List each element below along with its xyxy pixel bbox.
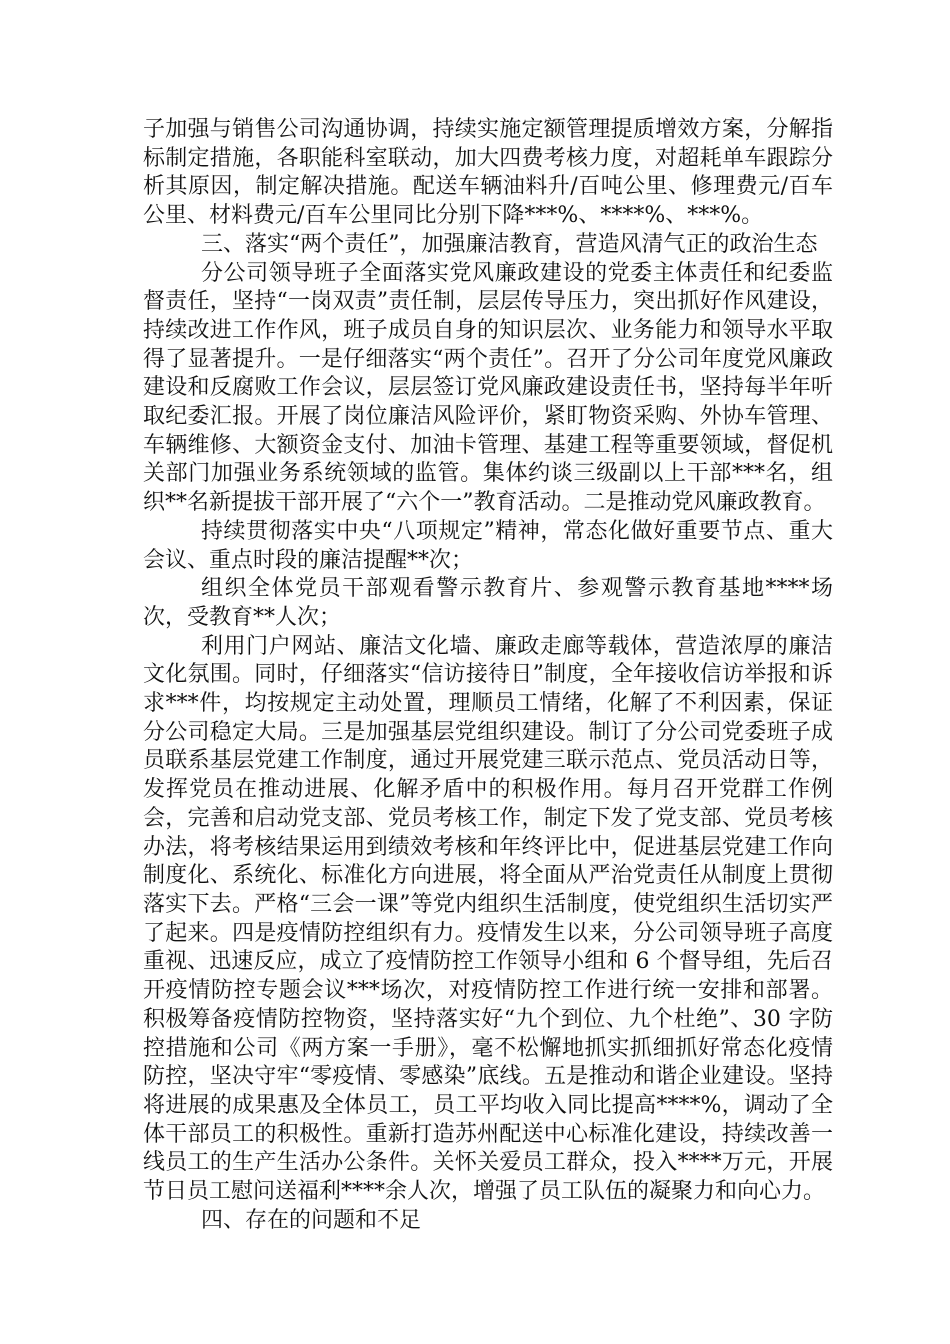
body-paragraph: 组织全体党员干部观看警示教育片、参观警示教育基地****场次，受教育**人次； bbox=[143, 576, 833, 630]
document-page bbox=[143, 116, 833, 1235]
body-paragraph: 利用门户网站、廉洁文化墙、廉政走廊等载体，营造浓厚的廉洁文化氛围。同时，仔细落实“信访接待日”制度，全年接收信访举报和诉求***件，均按规定主动处置，理顺员工情绪，化解了不利因素，保证分公司稳定大局。三是加强基层党组织建设。制订了分公司党委班子成员联系基层党建工作制度，通过开展党建三联示范点、党员活动日等，发挥党员在推动进展、化解矛盾中的积极作用。每月召开党群工作例会，完善和启动党支部、党员考核工作，制定下发了党支部、党员考核办法，将考核结果运用到绩效考核和年终评比中，促进基层党建工作向制度化、系统化、标准化方向进展，将全面从严治党责任从制度上贯彻落实下去。严格“三会一课”等党内组织生活制度，使党组织生活切实严了起来。四是疫情防控组织有力。疫情发生以来，分公司领导班子高度重视、迅速反应，成立了疫情防控工作领导小组和 6 个督导组，先后召开疫情防控专题会议***场次，对疫情防控工作进行统一安排和部署。积极筹备疫情防控物资，坚持落实好“九个到位、九个杜绝”、30 字防控措施和公司《两方案一手册》，毫不松懈地抓实抓细抓好常态化疫情防控，坚决守牢“零疫情、零感染”底线。五是推动和谐企业建设。坚持将进展的成果惠及全体员工，员工平均收入同比提高****%，调动了全体干部员工的积极性。重新打造苏州配送中心标准化建设，持续改善一线员工的生产生活办公条件。关怀关爱员工群众，投入****万元，开展节日员工慰问送福利****余人次，增强了员工队伍的凝聚力和向心力。 bbox=[143, 633, 833, 1205]
body-paragraph: 子加强与销售公司沟通协调，持续实施定额管理提质增效方案，分解指标制定措施，各职能科室联动，加大四费考核力度，对超耗单车跟踪分析其原因，制定解决措施。配送车辆油料升/百吨公里、修理费元/百车公里、材料费元/百车公里同比分别下降***%、****%、***%。 bbox=[143, 117, 833, 229]
section-heading: 三、落实“两个责任”，加强廉洁教育，营造风清气正的政治生态 bbox=[201, 231, 818, 257]
body-paragraph: 分公司领导班子全面落实党风廉政建设的党委主体责任和纪委监督责任，坚持“一岗双责”责任制，层层传导压力，突出抓好作风建设，持续改进工作作风，班子成员自身的知识层次、业务能力和领导水平取得了显著提升。一是仔细落实“两个责任”。召开了分公司年度党风廉政建设和反腐败工作会议，层层签订党风廉政建设责任书，坚持每半年听取纪委汇报。开展了岗位廉洁风险评价，紧盯物资采购、外协车管理、车辆维修、大额资金支付、加油卡管理、基建工程等重要领域，督促机关部门加强业务系统领域的监管。集体约谈三级副以上干部***名，组织**名新提拔干部开展了“六个一”教育活动。二是推动党风廉政教育。 bbox=[143, 260, 833, 516]
section-heading: 四、存在的问题和不足 bbox=[201, 1207, 422, 1233]
body-paragraph: 持续贯彻落实中央“八项规定”精神，常态化做好重要节点、重大会议、重点时段的廉洁提醒**次； bbox=[143, 518, 833, 573]
